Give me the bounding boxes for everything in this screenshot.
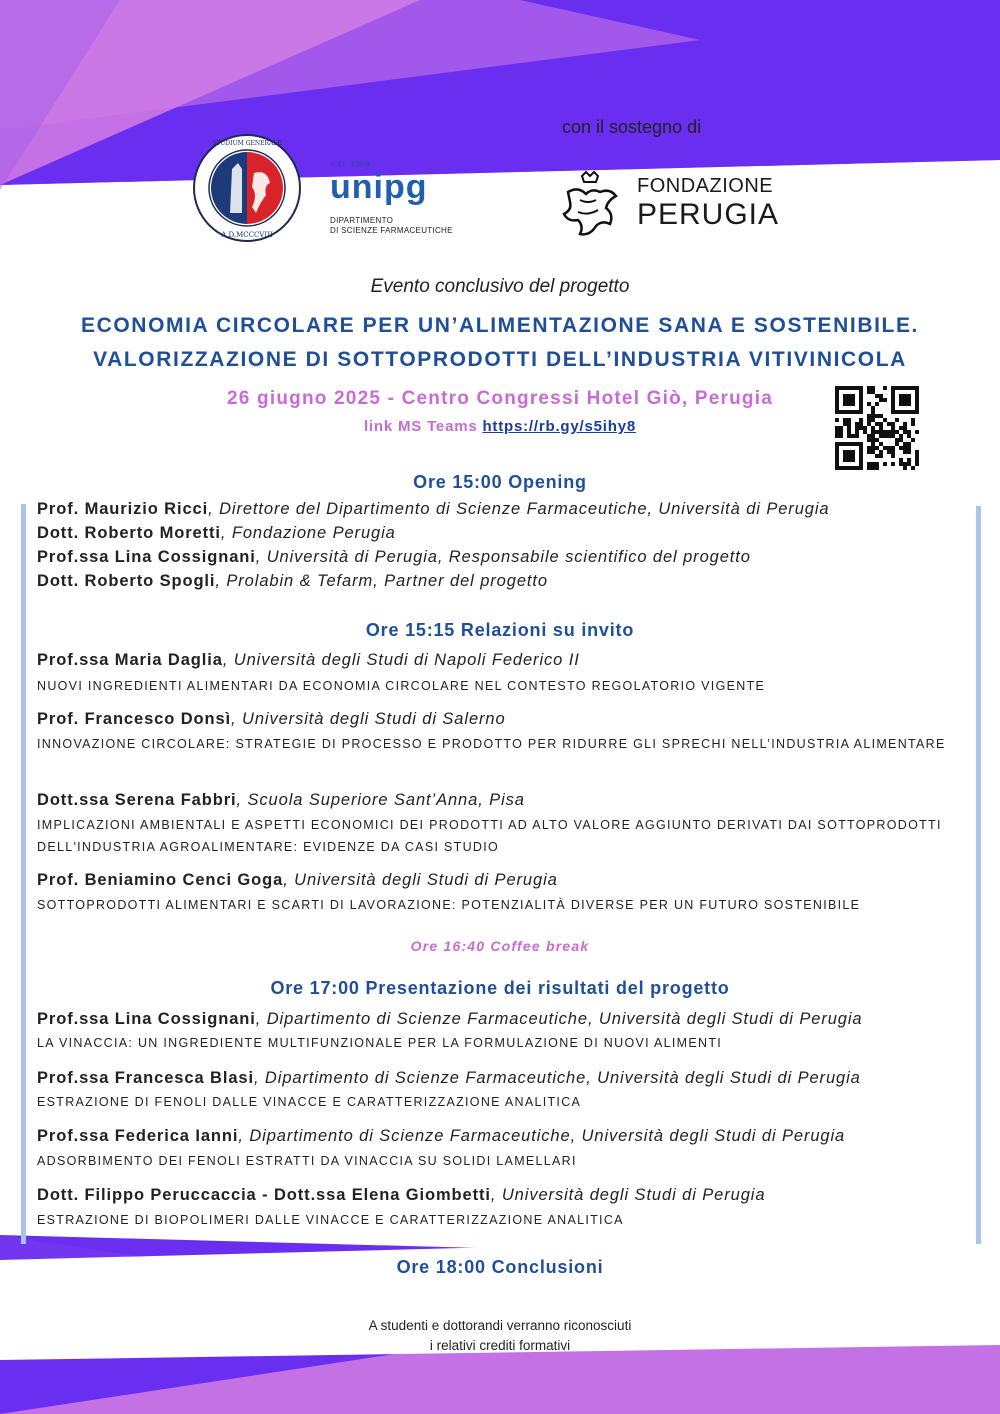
speaker-affiliation: , Università degli Studi di Napoli Federico II [222, 651, 580, 669]
result-speaker [37, 1186, 765, 1205]
speaker-affiliation: , Dipartimento di Scienze Farmaceutiche, Università degli Studi di Perugia [255, 1010, 863, 1028]
speaker-name: Dott.ssa Serena Fabbri [37, 791, 237, 809]
speaker-affiliation: , Università degli Studi di Perugia [490, 1186, 766, 1204]
speaker-affiliation: , Università degli Studi di Salerno [231, 710, 506, 728]
talk-topic: INNOVAZIONE CIRCOLARE: STRATEGIE DI PROCESSO E PRODOTTO PER RIDURRE GLI SPRECHI NELL’INDUSTRIA ALIMENTARE [37, 737, 946, 751]
speaker-affiliation: , Scuola Superiore Sant’Anna, Pisa [236, 791, 525, 809]
result-speaker [37, 1127, 845, 1146]
speaker-affiliation: , Dipartimento di Scienze Farmaceutiche, Università degli Studi di Perugia [238, 1127, 846, 1145]
griffin-icon [560, 170, 624, 240]
result-topic: ADSORBIMENTO DEI FENOLI ESTRATTI DA VINACCIA SU SOLIDI LAMELLARI [37, 1154, 577, 1168]
opening-speaker [37, 500, 830, 519]
unipg-wordmark: unipg [330, 168, 428, 206]
section-coffee: Ore 16:40 Coffee break [410, 938, 590, 954]
title-line-1: ECONOMIA CIRCOLARE PER UN’ALIMENTAZIONE SANA E SOSTENIBILE. [81, 314, 919, 337]
right-rail [976, 506, 981, 1244]
opening-speaker [37, 572, 548, 591]
perugia-word: PERUGIA [637, 198, 780, 231]
talk-speaker [37, 710, 506, 729]
result-topic: ESTRAZIONE DI BIOPOLIMERI DALLE VINACCE E CARATTERIZZAZIONE ANALITICA [37, 1213, 624, 1227]
university-seal-logo [192, 133, 302, 243]
credits-line-2: i relativi crediti formativi [429, 1338, 571, 1353]
speaker-name: Dott. Filippo Peruccaccia - Dott.ssa Elena Giombetti [37, 1186, 491, 1204]
unipg-year: A.D. 1308 [330, 160, 371, 169]
title-line-2: VALORIZZAZIONE DI SOTTOPRODOTTI DELL’INDUSTRIA VITIVINICOLA [93, 348, 907, 371]
credits-line-1: A studenti e dottorandi verranno riconosciuti [368, 1318, 632, 1333]
speaker-name: Prof.ssa Maria Daglia [37, 651, 223, 669]
talk-speaker [37, 651, 580, 670]
talk-topic: IMPLICAZIONI AMBIENTALI E ASPETTI ECONOMICI DEI PRODOTTI AD ALTO VALORE AGGIUNTO DERIVATI DAI SOTTOPRODOTTI DELL'INDUSTRIA AGROALIMENTARE: EVIDENZE DA CASI STUDIO [37, 818, 942, 854]
talk-topic: NUOVI INGREDIENTI ALIMENTARI DA ECONOMIA CIRCOLARE NEL CONTESTO REGOLATORIO VIGENTE [37, 679, 766, 693]
seal-lettering: STUDIUM GENERALE [212, 140, 282, 147]
unipg-logo [330, 160, 460, 236]
speaker-name: Prof. Francesco Donsì [37, 710, 232, 728]
result-speaker [37, 1069, 861, 1088]
credits-note [0, 1316, 1000, 1356]
speaker-affiliation: , Prolabin & Tefarm, Partner del progetto [215, 572, 548, 590]
speaker-affiliation: , Fondazione Perugia [220, 524, 396, 542]
speaker-affiliation: , Università di Perugia, Responsabile scientifico del progetto [255, 548, 751, 566]
section-risultati: Ore 17:00 Presentazione dei risultati del progetto [270, 978, 730, 998]
speaker-affiliation: , Direttore del Dipartimento di Scienze Farmaceutiche, Università di Perugia [208, 500, 830, 518]
left-rail [21, 504, 26, 1244]
svg-text:A.D.MCCCVIII: A.D.MCCCVIII [221, 231, 273, 239]
speaker-name: Dott. Roberto Spogli [37, 572, 216, 590]
speaker-name: Prof.ssa Francesca Blasi [37, 1069, 254, 1087]
date-place: 26 giugno 2025 - Centro Congressi Hotel Giò, Perugia [227, 388, 773, 409]
result-topic: ESTRAZIONE DI FENOLI DALLE VINACCE E CARATTERIZZAZIONE ANALITICA [37, 1095, 582, 1109]
teams-label: link MS Teams [364, 418, 478, 435]
opening-speaker [37, 548, 751, 567]
speaker-name: Prof. Maurizio Ricci [37, 500, 209, 518]
section-opening: Ore 15:00 Opening [413, 472, 587, 492]
event-intro: Evento conclusivo del progetto [370, 276, 630, 297]
speaker-affiliation: , Dipartimento di Scienze Farmaceutiche, Università degli Studi di Perugia [253, 1069, 861, 1087]
unipg-department [330, 216, 460, 236]
qr-code[interactable] [835, 386, 919, 470]
fondazione-word: FONDAZIONE [637, 175, 774, 197]
talk-speaker [37, 871, 558, 890]
dept-line-1: DIPARTIMENTO [330, 216, 394, 225]
sponsor-label: con il sostegno di [562, 117, 702, 137]
talk-topic: SOTTOPRODOTTI ALIMENTARI E SCARTI DI LAVORAZIONE: POTENZIALITÀ DIVERSE PER UN FUTURO SOSTENIBILE [37, 898, 861, 912]
speaker-name: Prof. Beniamino Cenci Goga [37, 871, 284, 889]
fondazione-perugia-logo [637, 175, 779, 232]
dept-line-2: DI SCIENZE FARMACEUTICHE [330, 226, 453, 235]
speaker-name: Dott. Roberto Moretti [37, 524, 221, 542]
speaker-name: Prof.ssa Lina Cossignani [37, 1010, 256, 1028]
talk-speaker [37, 791, 525, 810]
result-speaker [37, 1010, 863, 1029]
speaker-name: Prof.ssa Lina Cossignani [37, 548, 256, 566]
opening-speaker [37, 524, 396, 543]
section-conclusioni: Ore 18:00 Conclusioni [396, 1257, 604, 1277]
speaker-affiliation: , Università degli Studi di Perugia [283, 871, 558, 889]
section-relazioni: Ore 15:15 Relazioni su invito [365, 620, 635, 640]
teams-link[interactable]: https://rb.gy/s5ihy8 [482, 418, 636, 435]
result-topic: LA VINACCIA: UN INGREDIENTE MULTIFUNZIONALE PER LA FORMULAZIONE DI NUOVI ALIMENTI [37, 1036, 723, 1050]
speaker-name: Prof.ssa Federica Ianni [37, 1127, 239, 1145]
